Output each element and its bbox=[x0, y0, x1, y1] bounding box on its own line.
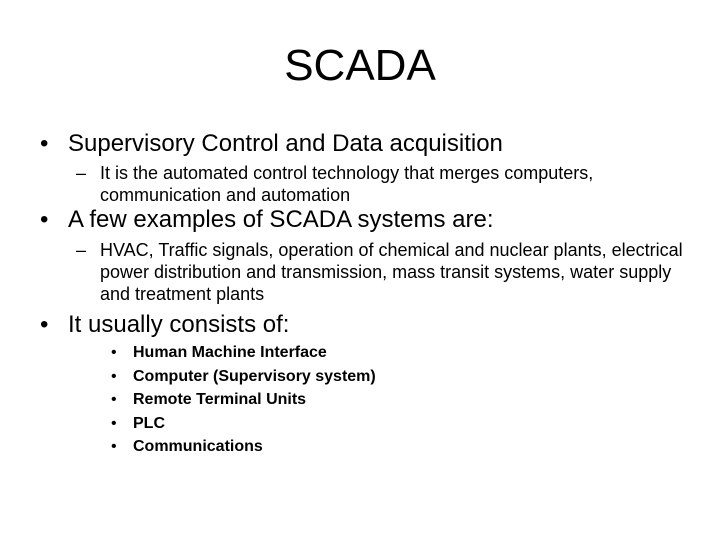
bullet-text: A few examples of SCADA systems are: bbox=[68, 206, 494, 233]
bullet-text: Supervisory Control and Data acquisition bbox=[68, 130, 503, 157]
list-item bbox=[111, 341, 511, 365]
dash-marker: – bbox=[76, 240, 87, 260]
bullet-marker: • bbox=[40, 311, 49, 338]
list-item-label: PLC bbox=[133, 414, 165, 432]
slide-title: SCADA bbox=[284, 41, 436, 90]
bullet-marker: • bbox=[40, 130, 49, 157]
sub-bullet-text: HVAC, Traffic signals, operation of chemical and nuclear plants, electrical power distribution and transmission, mass transit systems, water supply and treatment plants bbox=[100, 240, 683, 304]
list-item bbox=[111, 435, 511, 459]
list-item bbox=[111, 365, 511, 389]
bullet-text: It usually consists of: bbox=[68, 311, 290, 338]
bullet-marker: • bbox=[111, 344, 117, 361]
bullet-marker: • bbox=[111, 367, 117, 385]
list-item-label: Remote Terminal Units bbox=[133, 391, 307, 408]
bullet-marker: • bbox=[111, 414, 117, 432]
bullet-marker: • bbox=[40, 206, 49, 233]
sub-bullet-text: It is the automated control technology that merges computers, communication and automation bbox=[100, 163, 594, 205]
list-item-label: Human Machine Interface bbox=[133, 344, 327, 361]
list-item-label: Communications bbox=[133, 438, 263, 455]
list-item bbox=[111, 388, 511, 412]
dash-marker: – bbox=[76, 163, 87, 183]
list-item bbox=[111, 412, 511, 436]
bullet-marker: • bbox=[111, 391, 117, 408]
list-item-label: Computer (Supervisory system) bbox=[133, 367, 376, 385]
components-list bbox=[111, 341, 511, 459]
bullet-marker: • bbox=[111, 438, 117, 455]
